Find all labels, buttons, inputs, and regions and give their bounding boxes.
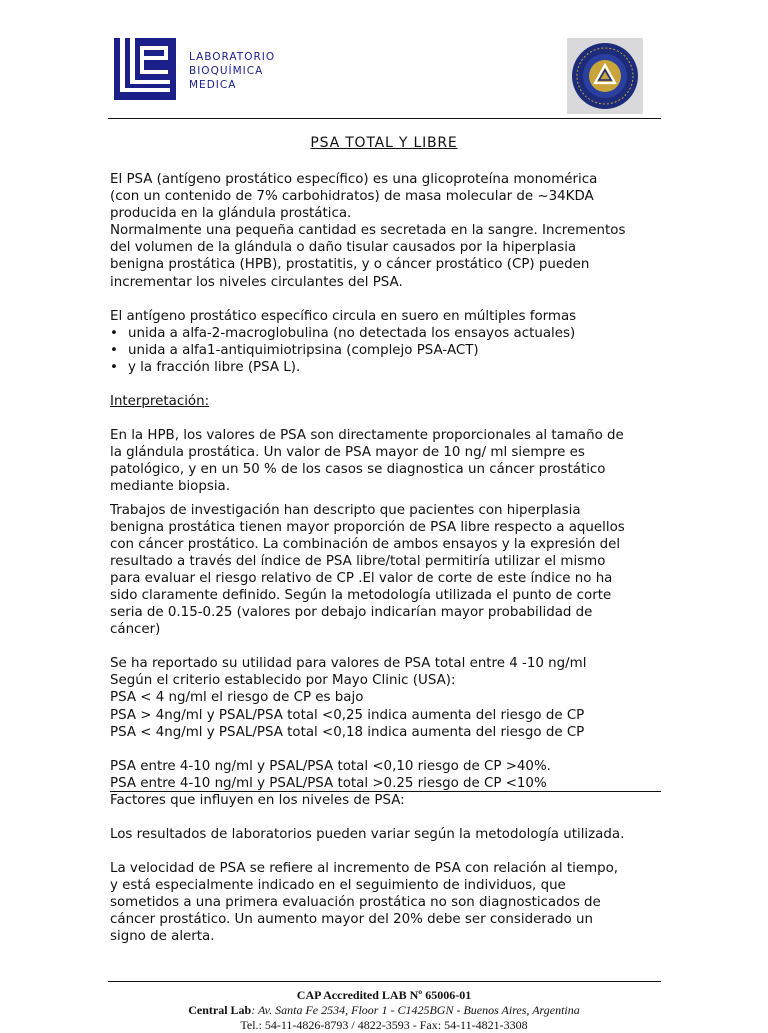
text-line: (con un contenido de 7% carbohidratos) de masa molecular de ~34KDA (110, 189, 594, 205)
interpretation-heading: Interpretación: (110, 394, 210, 410)
footer-divider (108, 981, 661, 982)
lab-name-line: MEDICA (189, 79, 237, 91)
list-item: • y la fracción libre (PSA L). (110, 359, 662, 376)
text-line: La velocidad de PSA se refiere al incremento de PSA con relación al tiempo, (110, 861, 619, 877)
text-line: incrementar los niveles circulantes del PSA. (110, 274, 403, 290)
footer (0, 988, 768, 1033)
interpretation-paragraph-1 (110, 427, 662, 495)
factors-paragraph-1: Los resultados de laboratorios pueden variar según la metodología utilizada. (110, 827, 625, 842)
lab-name-line: LABORATORIO (189, 51, 276, 63)
text-line: patológico, y en un 50 % de los casos se diagnostica un cáncer prostático (110, 462, 606, 478)
text-line: PSA entre 4-10 ng/ml y PSAL/PSA total <0,10 riesgo de CP >40%. (110, 758, 551, 774)
lab-name (189, 50, 275, 92)
text-line: Trabajos de investigación han descripto que pacientes con hiperplasia (110, 502, 581, 518)
text-line: cáncer) (110, 622, 161, 638)
forms-lead: El antígeno prostático específico circula en suero en múltiples formas (110, 308, 577, 324)
text-line: benigna prostática tienen mayor proporción de PSA libre respecto a aquellos (110, 519, 625, 535)
central-lab-label: Central Lab (188, 1003, 252, 1017)
text-line: PSA < 4ng/ml y PSAL/PSA total <0,18 indica aumenta del riesgo de CP (110, 724, 585, 740)
text-line: Según el criterio establecido por Mayo Clinic (USA): (110, 673, 456, 689)
text-line: Se ha reportado su utilidad para valores de PSA total entre 4 -10 ng/ml (110, 656, 587, 672)
cap-seal-logo (567, 38, 643, 114)
text-line: PSA > 4ng/ml y PSAL/PSA total <0,25 indica aumenta del riesgo de CP (110, 707, 585, 723)
document-body (110, 171, 662, 946)
text-line: del volumen de la glándula o daño tisular causados por la hiperplasia (110, 240, 577, 256)
lab-name-line: BIOQUÍMICA (189, 65, 264, 77)
text-line: sometidos a una primera evaluación prostática no son diagnosticados de (110, 895, 601, 911)
text-line: mediante biopsia. (110, 479, 231, 495)
list-item: • unida a alfa-2-macroglobulina (no detectada los ensayos actuales) (110, 325, 662, 342)
text-line: PSA < 4 ng/ml el riesgo de CP es bajo (110, 690, 364, 706)
forms-list (110, 325, 662, 376)
text-line: sido claramente definido. Según la metodología utilizada el punto de corte (110, 587, 612, 603)
text-line: resultado a través del índice de PSA libre/total permitiría utilizar el mismo (110, 553, 606, 569)
accreditation-text: CAP Accredited LAB Nº 65006-01 (296, 988, 472, 1002)
phone-line: Tel.: 54-11-4826-8793 / 4822-3593 - Fax: 54-11-4821-3308 (240, 1018, 528, 1032)
letterhead (108, 38, 661, 118)
interpretation-paragraph-4 (110, 758, 662, 792)
text-line: El PSA (antígeno prostático específico) es una glicoproteína monomérica (110, 172, 598, 187)
text-line: seria de 0.15-0.25 (valores por debajo indicarían mayor probabilidad de (110, 605, 593, 621)
text-line: benigna prostática (HPB), prostatitis, y o cáncer prostático (CP) pueden (110, 257, 590, 273)
intro-paragraph (110, 171, 662, 291)
text-line: producida en la glándula prostática. (110, 206, 352, 222)
document-title: PSA TOTAL Y LIBRE (310, 135, 458, 151)
central-lab-address: : Av. Santa Fe 2534, Floor 1 - C1425BGN - Buenos Aires, Argentina (251, 1003, 580, 1017)
interpretation-paragraph-3 (110, 655, 662, 740)
list-item: • unida a alfa1-antiquimiotripsina (complejo PSA-ACT) (110, 342, 662, 359)
text-line: para evaluar el riesgo relativo de CP .El valor de corte de este índice no ha (110, 570, 613, 586)
text-line: la glándula prostática. Un valor de PSA mayor de 10 ng/ ml siempre es (110, 445, 585, 461)
text-line: cáncer prostático. Un aumento mayor del 20% debe ser considerado un (110, 912, 593, 928)
text-line: PSA entre 4-10 ng/ml y PSAL/PSA total >0.25 riesgo de CP <10% (110, 775, 547, 791)
text-line: con cáncer prostático. La combinación de ambos ensayos y la expresión del (110, 536, 621, 552)
text-line: y está especialmente indicado en el seguimiento de individuos, que (110, 878, 566, 894)
text-line: signo de alerta. (110, 929, 215, 945)
factors-heading: Factores que influyen en los niveles de PSA: (110, 792, 405, 808)
lab-logo (114, 38, 176, 100)
text-line: Normalmente una pequeña cantidad es secretada en la sangre. Incrementos (110, 223, 626, 239)
factors-paragraph-2 (110, 860, 662, 945)
text-line: En la HPB, los valores de PSA son directamente proporcionales al tamaño de (110, 428, 624, 444)
interpretation-paragraph-2 (110, 502, 662, 639)
section-divider (110, 791, 661, 792)
header-divider (108, 118, 661, 119)
